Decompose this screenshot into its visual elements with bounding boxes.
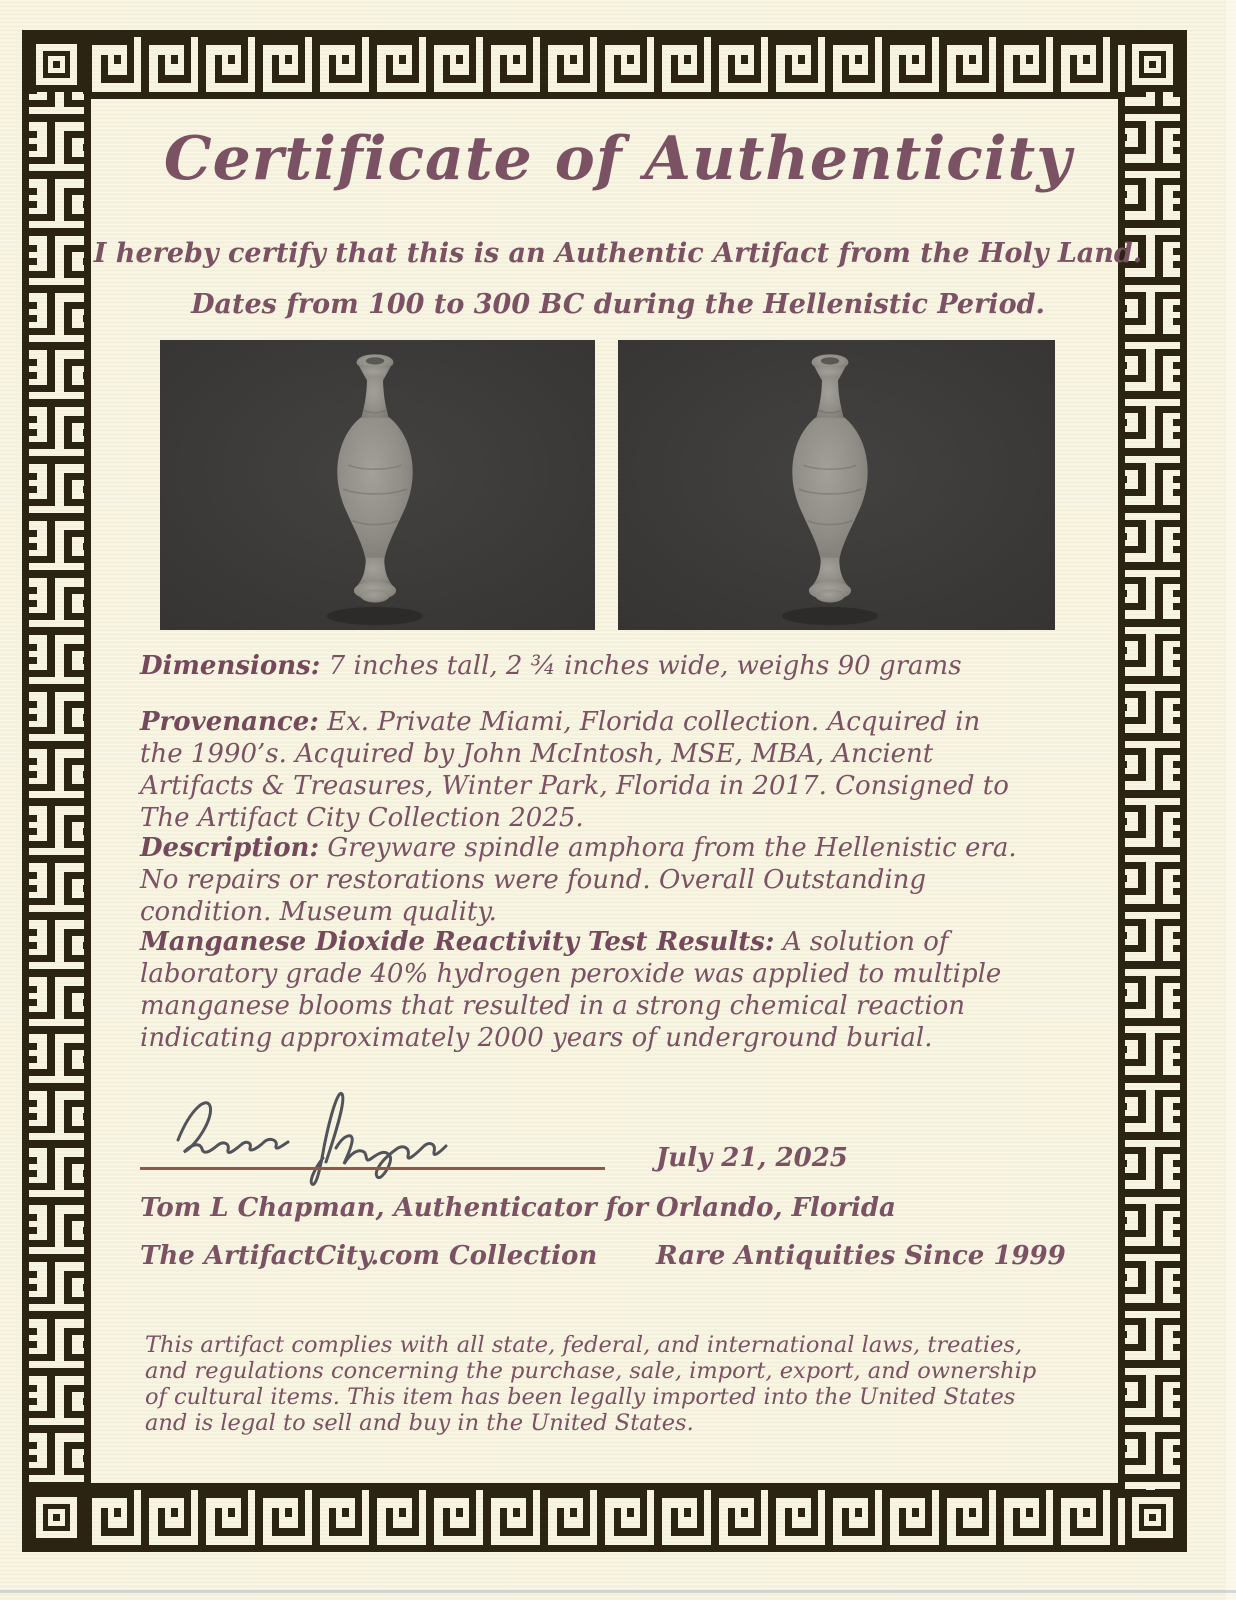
test-results-paragraph <box>140 926 1035 1054</box>
provenance-paragraph <box>140 706 1020 834</box>
amphora-photo-left <box>160 340 595 630</box>
description-paragraph <box>140 832 1040 928</box>
provenance-text: Ex. Private Miami, Florida collection. Acquired in the 1990’s. Acquired by John McIntosh, MSE, MBA, Ancient Artifacts & Treasures, Winter Park, Florida in 2017. Consigned to The Artifact City Collection 2025. <box>140 707 1009 833</box>
test-results-label: Manganese Dioxide Reactivity Test Results: <box>140 927 775 957</box>
scan-edge-bottom <box>0 1590 1236 1593</box>
dimensions-label: Dimensions: <box>140 651 321 681</box>
collection-line: The ArtifactCity.com Collection <box>140 1241 598 1271</box>
provenance-label: Provenance: <box>140 707 319 737</box>
dates-line: Dates from 100 to 300 BC during the Hellenistic Period. <box>191 289 1045 320</box>
certify-line: I hereby certify that this is an Authentic Artifact from the Holy Land. <box>93 238 1143 269</box>
dimensions-text: 7 inches tall, 2 ¾ inches wide, weighs 90 grams <box>328 651 962 681</box>
description-label: Description: <box>140 833 320 863</box>
amphora-photo-right <box>618 340 1055 630</box>
description-text: Greyware spindle amphora from the Hellenistic era. No repairs or restorations were found. Overall Outstanding condition. Museum quality. <box>140 833 1017 927</box>
amphora-image <box>160 340 595 630</box>
signature-rule <box>140 1167 605 1170</box>
legal-paragraph: This artifact complies with all state, federal, and international laws, treaties, and regulations concerning the purchase, sale, import, export, and ownership of cultural items. This item has been legally imported into the United States and is legal to sell and buy in the United States. <box>145 1332 1037 1436</box>
tagline-text: Rare Antiquities Since 1999 <box>656 1241 1066 1271</box>
certificate-date: July 21, 2025 <box>656 1143 848 1173</box>
dimensions-paragraph <box>140 650 1060 682</box>
location-text: Orlando, Florida <box>656 1193 896 1223</box>
signature-handwriting <box>140 1072 620 1212</box>
page-title: Certificate of Authenticity <box>163 124 1073 194</box>
authenticator-name-line: Tom L Chapman, Authenticator for <box>140 1193 648 1223</box>
amphora-image <box>618 340 1055 630</box>
test-results-text: A solution of laboratory grade 40% hydrogen peroxide was applied to multiple manganese blooms that resulted in a strong chemical reaction indicating approximately 2000 years of underground burial. <box>140 927 1002 1053</box>
scan-edge-right <box>1226 0 1236 1600</box>
